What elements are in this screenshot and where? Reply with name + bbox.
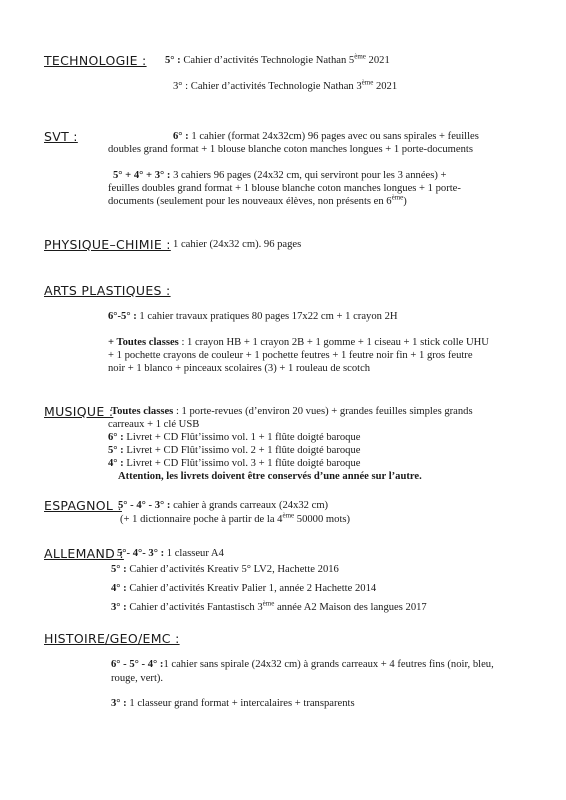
line-text: Cahier d’activités Fantastisch 3 xyxy=(126,602,263,613)
section-heading-physique-chimie: PHYSIQUE–CHIMIE : xyxy=(44,237,171,252)
grade-label: Toutes classes xyxy=(111,406,174,417)
line-text-end: 50000 mots) xyxy=(294,514,351,525)
line-text: Cahier d’activités Technologie Nathan 5 xyxy=(180,55,355,66)
arts-toutes-line1 xyxy=(108,336,489,349)
grade-label: 6° - 5° - 4° : xyxy=(111,659,164,670)
line-text: Cahier d’activités Kreativ Palier 1, année 2 Hachette 2014 xyxy=(126,583,377,594)
histoire-6e5e4e-line1 xyxy=(111,658,494,671)
section-heading-svt: SVT : xyxy=(44,129,78,144)
histoire-6e5e4e-line2: rouge, vert). xyxy=(111,673,164,684)
musique-warning: Attention, les livrets doivent être conservés d’une année sur l’autre. xyxy=(118,471,422,482)
grade-label: 5°- 4°- 3° : xyxy=(117,548,165,559)
musique-4e-line xyxy=(108,457,360,470)
grade-label: + Toutes classes xyxy=(108,337,179,348)
svt-5e4e3e-line3 xyxy=(108,195,407,208)
line-text: 1 cahier (format 24x32cm) 96 pages avec ou sans spirales + feuilles xyxy=(188,131,479,142)
grade-label: 6° : xyxy=(108,432,124,443)
section-heading-histoire-geo-emc: HISTOIRE/GEO/EMC : xyxy=(44,631,180,646)
espagnol-line1 xyxy=(118,499,328,512)
svt-5e4e3e-line2: feuilles doubles grand format + 1 blouse blanche coton manches longues + 1 porte- xyxy=(108,183,461,194)
grade-label: 5° : xyxy=(111,564,127,575)
svt-6e-line1 xyxy=(173,130,479,143)
superscript: ème xyxy=(391,193,404,202)
allemand-3e-line xyxy=(111,601,427,614)
histoire-3e-line xyxy=(111,697,355,710)
grade-label: 5° : xyxy=(108,445,124,456)
line-text: 3 cahiers 96 pages (24x32 cm, qui serviront pour les 3 années) + xyxy=(170,170,447,181)
arts-toutes-line3: noir + 1 blanco + pinceaux scolaires (3) + 1 rouleau de scotch xyxy=(108,363,371,374)
musique-toutes-line2: carreaux + 1 clé USB xyxy=(108,419,200,430)
technologie-line-3e xyxy=(173,80,397,93)
line-text: 3° : Cahier d’activités Technologie Nathan 3 xyxy=(173,81,362,92)
espagnol-line2 xyxy=(120,513,350,526)
arts-toutes-line2: + 1 pochette crayons de couleur + 1 pochette feutres + 1 feutre noir fin + 1 gros feutre xyxy=(108,350,473,361)
musique-toutes-line1 xyxy=(111,405,473,418)
line-text: 1 cahier sans spirale (24x32 cm) à grands carreaux + 4 feutres fins (noir, bleu, xyxy=(163,659,494,670)
line-text: Livret + CD Flût’issimo vol. 1 + 1 flûte doigté baroque xyxy=(123,432,361,443)
section-heading-espagnol: ESPAGNOL : xyxy=(44,498,122,513)
line-text-end: 2021 xyxy=(365,55,390,66)
allemand-4e-line xyxy=(111,582,376,595)
grade-label: 6° : xyxy=(173,131,189,142)
grade-label: 5° : xyxy=(165,55,181,66)
grade-label: 4° : xyxy=(108,458,124,469)
line-text: : 1 porte-revues (d’environ 20 vues) + grandes feuilles simples grands xyxy=(173,406,473,417)
grade-label: 5° + 4° + 3° : xyxy=(113,170,171,181)
superscript: ème xyxy=(282,511,295,520)
grade-label: 4° : xyxy=(111,583,127,594)
technologie-line-5e xyxy=(165,54,390,67)
svt-5e4e3e-line1 xyxy=(113,169,447,182)
line-text: cahier à grands carreaux (24x32 cm) xyxy=(170,500,329,511)
grade-label: 6°-5° : xyxy=(108,311,137,322)
section-heading-musique: MUSIQUE : xyxy=(44,404,114,419)
line-text-end: ) xyxy=(403,196,407,207)
line-text-end: 2021 xyxy=(373,81,398,92)
line-text: documents (seulement pour les nouveaux élèves, non présents en 6 xyxy=(108,196,392,207)
svt-6e-line2: doubles grand format + 1 blouse blanche coton manches longues + 1 porte-documents xyxy=(108,144,473,155)
line-text: 1 classeur A4 xyxy=(164,548,224,559)
grade-label: 3° : xyxy=(111,602,127,613)
arts-6e5e-line xyxy=(108,310,398,323)
superscript: ème xyxy=(361,78,374,87)
section-heading-technologie: TECHNOLOGIE : xyxy=(44,53,147,68)
grade-label: 5° - 4° - 3° : xyxy=(118,500,171,511)
section-heading-arts-plastiques: ARTS PLASTIQUES : xyxy=(44,283,171,298)
musique-5e-line xyxy=(108,444,360,457)
section-heading-allemand: ALLEMAND : xyxy=(44,546,124,561)
line-text: Cahier d’activités Kreativ 5° LV2, Hachette 2016 xyxy=(126,564,339,575)
line-text: 1 classeur grand format + intercalaires + transparents xyxy=(126,698,355,709)
line-text-end: année A2 Maison des langues 2017 xyxy=(274,602,427,613)
allemand-intro xyxy=(117,547,224,560)
musique-6e-line xyxy=(108,431,360,444)
grade-label: 3° : xyxy=(111,698,127,709)
line-text: Livret + CD Flût’issimo vol. 3 + 1 flûte doigté baroque xyxy=(123,458,361,469)
line-text: Livret + CD Flût’issimo vol. 2 + 1 flûte doigté baroque xyxy=(123,445,361,456)
line-text: : 1 crayon HB + 1 crayon 2B + 1 gomme + 1 ciseau + 1 stick colle UHU xyxy=(178,337,489,348)
line-text: 1 cahier travaux pratiques 80 pages 17x22 cm + 1 crayon 2H xyxy=(136,311,398,322)
allemand-5e-line xyxy=(111,563,339,576)
superscript: ème xyxy=(354,52,366,61)
line-text: (+ 1 dictionnaire poche à partir de la 4 xyxy=(120,514,283,525)
physique-line: 1 cahier (24x32 cm). 96 pages xyxy=(173,239,302,250)
superscript: ème xyxy=(262,599,275,608)
